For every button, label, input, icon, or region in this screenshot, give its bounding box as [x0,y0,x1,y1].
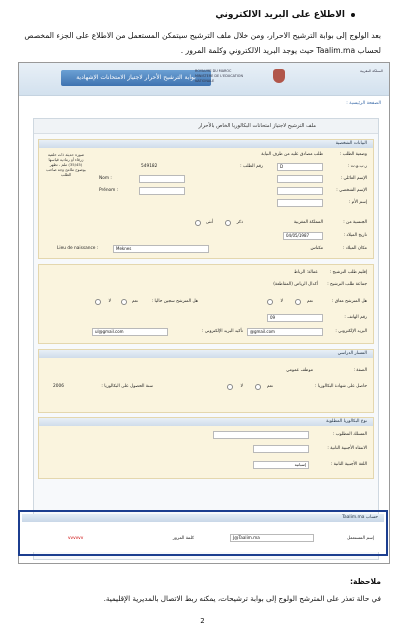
birthplace-fr-label: Lieu de naissance : [57,246,99,251]
section-heading [215,10,355,20]
disabled-label: هل المترشح معاق : [331,299,367,304]
email-confirm-field[interactable]: ul@gmail.com [92,328,168,336]
prison-yes-radio[interactable] [121,299,127,305]
lang1-label: الانتقاء الأجنبية الثانية : [327,446,367,451]
prison-yes: نعم [131,299,138,304]
prison-label: هل المترشح سجين حاليا : [151,299,198,304]
lang2-select[interactable]: إسبانية [253,461,309,469]
birthplace-ar: مكناس [310,246,323,251]
school-section [38,349,374,413]
status-label: وضعية الطلب : [339,152,367,157]
school-status-label: الصفة : [353,368,367,373]
disabled-yes-radio[interactable] [295,299,301,305]
commune-value: أكدال الرياض (المقاطعة) [273,282,318,287]
personal-name-field[interactable] [277,187,323,195]
disabled-no-radio[interactable] [267,299,273,305]
taalim-user-field[interactable]: J@Taalim.ma [230,534,314,542]
email-confirm-label: تأكيد البريد الإلكتروني : [201,329,243,334]
bac-label: حاصل على شهادة البكالوريا : [315,384,367,389]
phone-field[interactable]: 09 [267,314,323,322]
email-label: البريد الإلكتروني : [335,329,367,334]
request-no: 549182 [141,164,158,169]
family-name-field[interactable] [277,175,323,183]
ministry-fr-text: ROYAUME DU MAROC MINISTERE DE L'EDUCATION NATIONALE [195,69,243,83]
page-number: 2 [200,617,205,625]
birthdate-field[interactable]: 04/05/1987 [283,232,323,240]
form-title: ملف الترشيح لاجتياز امتحانات البكالوريا الخاص بالأحرار [34,119,378,134]
sex-female-radio[interactable] [195,220,201,226]
mother-name-label: إسم الأم : [348,200,367,205]
status-value: طلب مصادق عليه من طرف النيابة [261,152,323,157]
nom-field[interactable] [139,175,185,183]
note-heading: ملاحظة: [350,577,381,586]
portal-title: بوابة الترشيح الأحرار لاجتياز الامتحانات الإشهادية [61,70,211,86]
bac-type-header: نوع البكالوريا المطلوبة [39,418,373,426]
bac-type-section [38,417,374,479]
section-heading-text: الاطلاع على البريد الالكتروني [215,10,345,20]
sex-male-radio[interactable] [225,220,231,226]
sex-female-label: أنثى [205,220,213,225]
bac-yes-radio[interactable] [255,384,261,390]
request-no-label: رقم الطلب : [240,164,263,169]
bac-yes: نعم [266,384,273,389]
emblem-icon [273,69,285,83]
ministry-ar-text: المملكة المغربية [359,69,383,73]
lang1-select[interactable] [253,445,309,453]
portal-banner [19,63,389,96]
bullet-icon [351,13,355,17]
mother-name-field[interactable] [277,199,323,207]
nationality-value: المملكة المغربية [293,220,323,225]
commune-label: جماعة طلب الترشيح : [327,282,367,287]
family-name-label: الإسم العائلي : [340,176,367,181]
personal-section [38,139,374,259]
application-form [33,118,379,560]
portal-screenshot [18,62,390,564]
track-label: المسلك المطلوب : [332,432,367,437]
breadcrumb[interactable]: الصفحة الرئيسية : [346,101,381,106]
personal-name-label: الإسم الشخصي : [336,188,367,193]
intro-paragraph: بعد الولوج إلى بوابة الترشيح الاحرار، ومن خلال ملف الترشيح سيتمكن المستعمل من الاطلاع على الجزء المخصص لحساب Taalim.ma حيث يوجد البريد الالكتروني وكلمة المرور . [24,31,381,55]
region-value: عمالة: الرباط [293,270,318,275]
taalim-password-value: vvvvvv [68,536,84,541]
track-select[interactable] [213,431,309,439]
bac-no: لا [240,384,243,389]
birthdate-label: تاريخ الميلاد : [343,233,367,238]
birthplace-fr-field[interactable]: Meknes [113,245,209,253]
school-status-value: موظف عمومي [286,368,313,373]
bac-year-label: سنة الحصول على البكالوريا : [101,384,153,389]
note-text: في حالة تعذر على المترشح الولوج إلى بوابة ترشيحات، يمكنه ربط الاتصال بالمديرية الإقليمية. [103,594,381,603]
personal-section-header: البيانات الشخصية [39,140,373,148]
bac-year: 2006 [53,384,64,389]
disabled-yes: نعم [306,299,313,304]
cin-label: ر.ب.و.ت : [347,164,367,169]
prison-no-radio[interactable] [95,299,101,305]
bac-no-radio[interactable] [227,384,233,390]
sex-male-label: ذكر [236,220,243,225]
email-field[interactable]: @gmail.com [247,328,323,336]
cin-value[interactable]: D [277,163,323,171]
prenom-field[interactable] [139,187,185,195]
contact-section [38,264,374,344]
prenom-label: Prénom : [99,188,119,193]
taalim-password-label: كلمة المرور [172,536,194,541]
nationality-label: الجنسية من : [343,220,367,225]
school-section-header: المسار الدراسي [39,350,373,358]
lang2-label: اللغة الأجنبية الثانية : [330,462,367,467]
region-label: إقليم طلب الترشيح : [329,270,367,275]
disabled-no: لا [280,299,283,304]
photo-note: صورة حديثة ذات خلفية زرقاء أو رمادية قياسها (35/45) ملم ، تظهر بوضوح ملامح وجه صاحب الطلب [46,152,86,177]
nom-label: Nom : [99,176,112,181]
taalim-section [22,514,384,552]
birthplace-label: مكان الميلاد : [342,246,367,251]
taalim-user-label: إسم المستعمل [347,536,374,541]
prison-no: لا [108,299,111,304]
taalim-header: حساب Taalim.ma [22,514,384,522]
phone-label: رقم الهاتف : [344,315,367,320]
